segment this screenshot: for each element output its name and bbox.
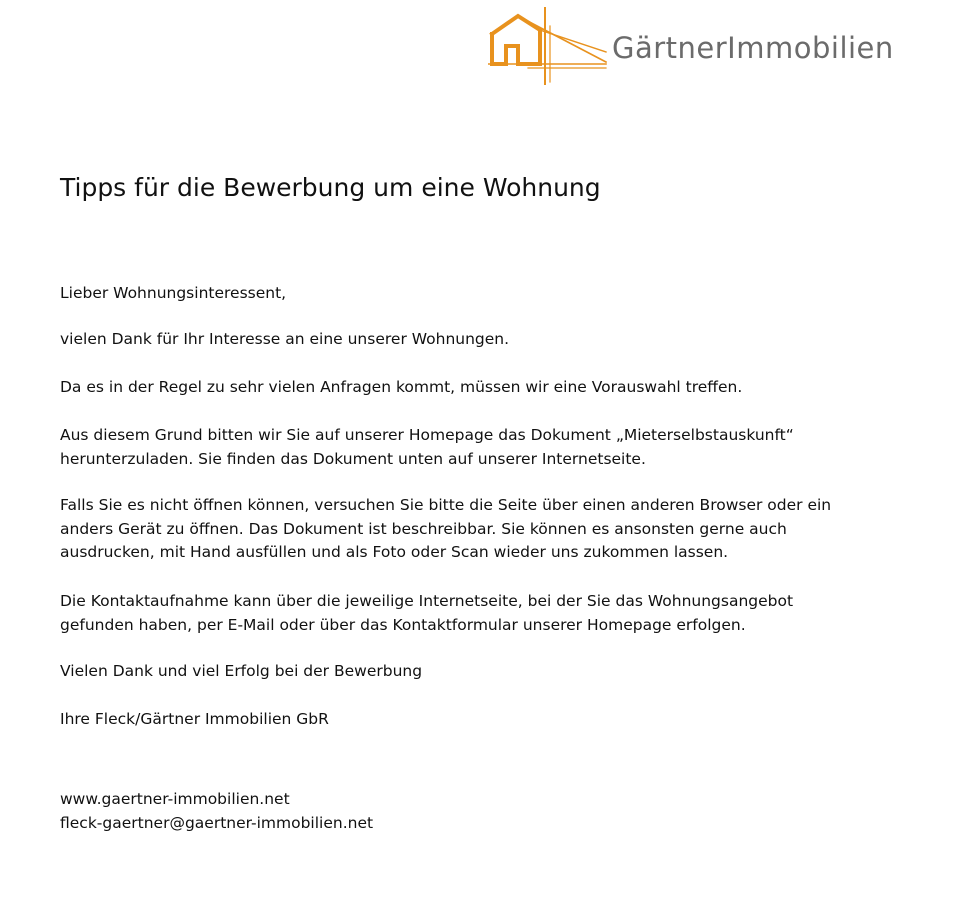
salutation: Lieber Wohnungsinteressent, — [60, 284, 287, 302]
logo-wordmark: GärtnerImmobilien — [612, 31, 894, 65]
text-line: Aus diesem Grund bitten wir Sie auf unserer Homepage das Dokument „Mieterselbstauskunft“ — [60, 426, 794, 444]
text-line: Die Kontaktaufnahme kann über die jeweilige Internetseite, bei der Sie das Wohnungsangebot — [60, 592, 794, 610]
paragraph-closing — [60, 660, 860, 684]
text-line: Falls Sie es nicht öffnen können, versuchen Sie bitte die Seite über einen anderen Browser oder ein — [60, 496, 832, 514]
paragraph-browser-hint — [60, 494, 860, 565]
text-line: gefunden haben, per E-Mail oder über das Kontaktformular unserer Homepage erfolgen. — [60, 615, 746, 634]
paragraph-contact-info — [60, 590, 860, 637]
page-title: Tipps für die Bewerbung um eine Wohnung — [60, 173, 601, 202]
email-link[interactable]: fleck-gaertner@gaertner-immobilien.net — [60, 813, 374, 832]
paragraph-download — [60, 424, 860, 471]
text-line: Ihre Fleck/Gärtner Immobilien GbR — [60, 710, 329, 728]
text-line: ausdrucken, mit Hand ausfüllen und als Foto oder Scan wieder uns zukommen lassen. — [60, 543, 729, 561]
text-line: Da es in der Regel zu sehr vielen Anfragen kommt, müssen wir eine Vorauswahl treffen. — [60, 378, 743, 396]
website-link[interactable]: www.gaertner-immobilien.net — [60, 790, 290, 808]
text-line: herunterzuladen. Sie finden das Dokument unten auf unserer Internetseite. — [60, 449, 646, 468]
paragraph-preselection — [60, 376, 860, 400]
house-logo-icon — [488, 6, 612, 86]
signature — [60, 708, 860, 732]
paragraph-thanks — [60, 328, 860, 352]
company-logo — [488, 6, 940, 86]
text-line: vielen Dank für Ihr Interesse an eine unserer Wohnungen. — [60, 330, 510, 348]
text-line: anders Gerät zu öffnen. Das Dokument ist beschreibbar. Sie können es ansonsten gerne auch — [60, 519, 787, 538]
contact-block — [60, 788, 860, 835]
text-line: Vielen Dank und viel Erfolg bei der Bewerbung — [60, 662, 423, 680]
